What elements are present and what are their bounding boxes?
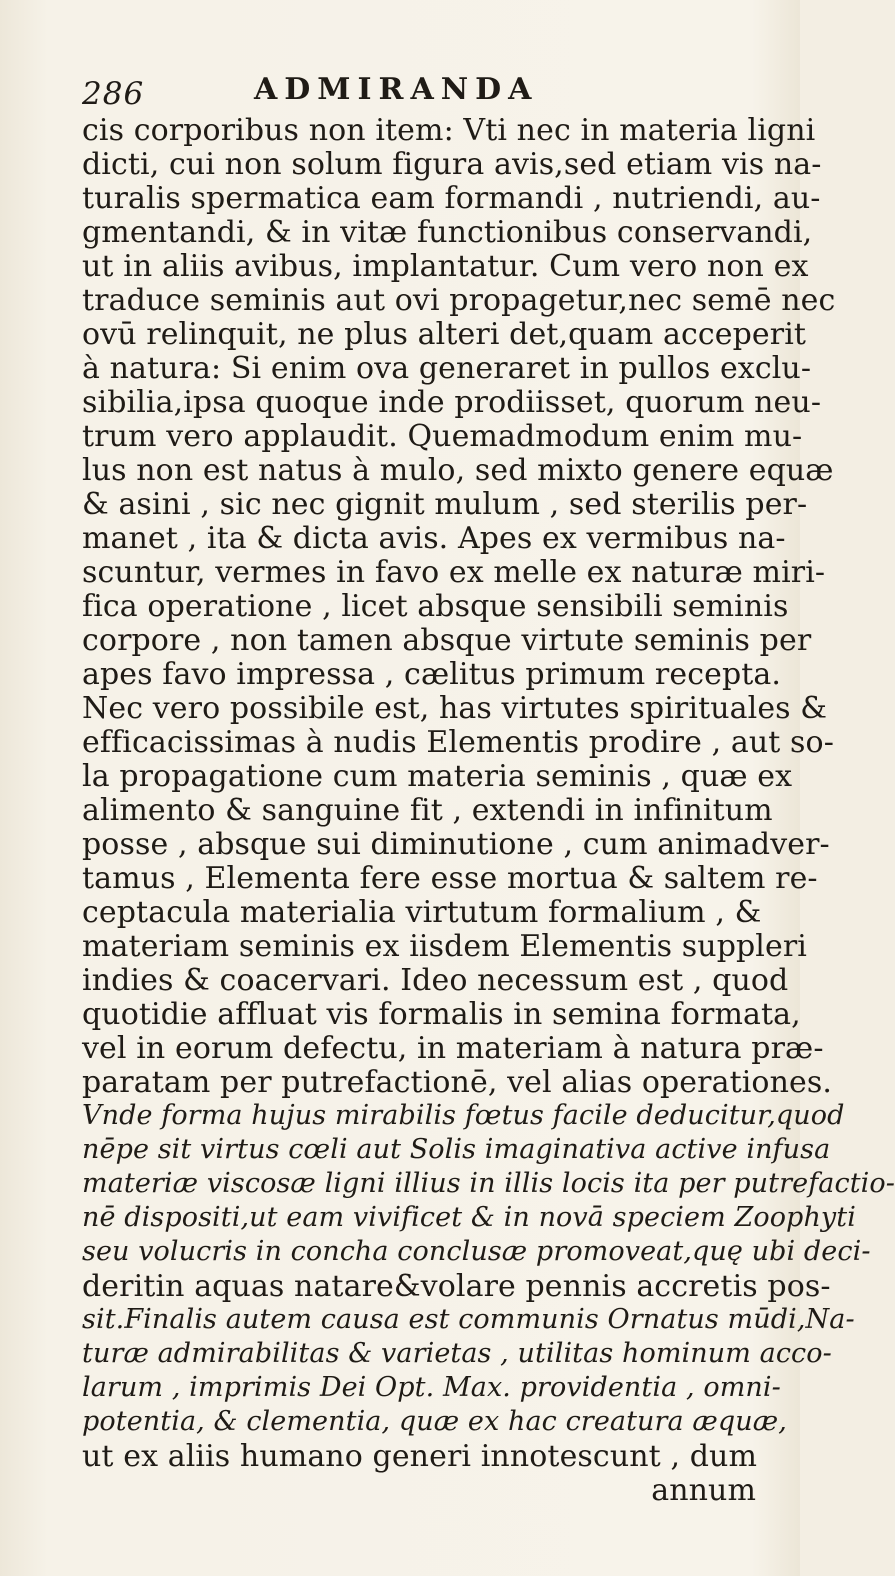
text-line: dicti, cui non solum figura avis,sed etiam vis na- xyxy=(82,147,822,182)
text-line-italic: nēpe sit virtus cœli aut Solis imaginativa active infusa xyxy=(82,1134,831,1165)
text-line: sibilia,ipsa quoque inde prodiisset, quorum neu- xyxy=(82,385,822,420)
text-line-italic: potentia, & clementia, quæ ex hac creatura æquæ, xyxy=(82,1406,787,1437)
page-number: 286 xyxy=(82,76,145,112)
text-line: manet , ita & dicta avis. Apes ex vermibus na- xyxy=(82,521,786,556)
text-line: turalis spermatica eam formandi , nutriendi, au- xyxy=(82,181,821,216)
text-line: ut in aliis avibus, implantatur. Cum vero non ex xyxy=(82,249,809,284)
text-line: scuntur, vermes in favo ex melle ex naturæ miri- xyxy=(82,555,826,590)
text-line: lus non est natus à mulo, sed mixto genere equæ xyxy=(82,453,834,488)
text-line: quotidie affluat vis formalis in semina formata, xyxy=(82,997,801,1032)
text-line: materiam seminis ex iisdem Elementis suppleri xyxy=(82,929,807,964)
text-line-italic: turæ admirabilitas & varietas , utilitas hominum acco- xyxy=(82,1338,832,1369)
text-line: ut ex aliis humano generi innotescunt , dum xyxy=(82,1439,758,1474)
text-line-italic: seu volucris in concha conclusæ promoveat,quę ubi deci- xyxy=(82,1236,871,1267)
text-line: paratam per putrefactionē, vel alias operationes. xyxy=(82,1065,832,1100)
text-line: & asini , sic nec gignit mulum , sed sterilis per- xyxy=(82,487,808,522)
text-line-italic: materiæ viscosæ ligni illius in illis locis ita per putrefactio- xyxy=(82,1168,895,1199)
text-line-italic: Vnde forma hujus mirabilis fœtus facile deducitur,quod xyxy=(82,1100,845,1131)
text-line: traduce seminis aut ovi propagetur,nec semē nec xyxy=(82,283,836,318)
text-line: tamus , Elementa fere esse mortua & saltem re- xyxy=(82,861,818,896)
text-line: indies & coacervari. Ideo necessum est , quod xyxy=(82,963,789,998)
text-line: corpore , non tamen absque virtute seminis per xyxy=(82,623,812,658)
text-line: efficacissimas à nudis Elementis prodire , aut so- xyxy=(82,725,834,760)
text-line: apes favo impressa , cælitus primum recepta. xyxy=(82,657,782,692)
text-line: fica operatione , licet absque sensibili seminis xyxy=(82,589,789,624)
text-line: ovū relinquit, ne plus alteri det,quam acceperit xyxy=(82,317,807,352)
text-line: ceptacula materialia virtutum formalium , & xyxy=(82,895,762,930)
text-line-italic: larum , imprimis Dei Opt. Max. providentia , omni- xyxy=(82,1372,781,1403)
page-header xyxy=(76,66,716,114)
text-line: Nec vero possibile est, has virtutes spirituales & xyxy=(82,691,828,726)
text-line: deritin aquas natare&volare pennis accretis pos- xyxy=(82,1269,831,1304)
text-line-italic: nē dispositi,ut eam vivificet & in novā speciem Zoophyti xyxy=(82,1202,856,1233)
text-line: alimento & sanguine fit , extendi in infinitum xyxy=(82,793,773,828)
text-line: gmentandi, & in vitæ functionibus conservandi, xyxy=(82,215,813,250)
text-line-italic: sit.Finalis autem causa est communis Ornatus mūdi,Na- xyxy=(82,1304,855,1335)
text-line: à natura: Si enim ova generaret in pullos exclu- xyxy=(82,351,812,386)
latin-body-text xyxy=(82,113,895,1566)
text-line: la propagatione cum materia seminis , quæ ex xyxy=(82,759,793,794)
text-line: posse , absque sui diminutione , cum animadver- xyxy=(82,827,830,862)
text-line: cis corporibus non item: Vti nec in materia ligni xyxy=(82,113,816,148)
catchword: annum xyxy=(651,1473,756,1508)
text-line: vel in eorum defectu, in materiam à natura præ- xyxy=(82,1031,824,1066)
running-title: ADMIRANDA xyxy=(254,72,539,107)
text-line: trum vero applaudit. Quemadmodum enim mu- xyxy=(82,419,803,454)
